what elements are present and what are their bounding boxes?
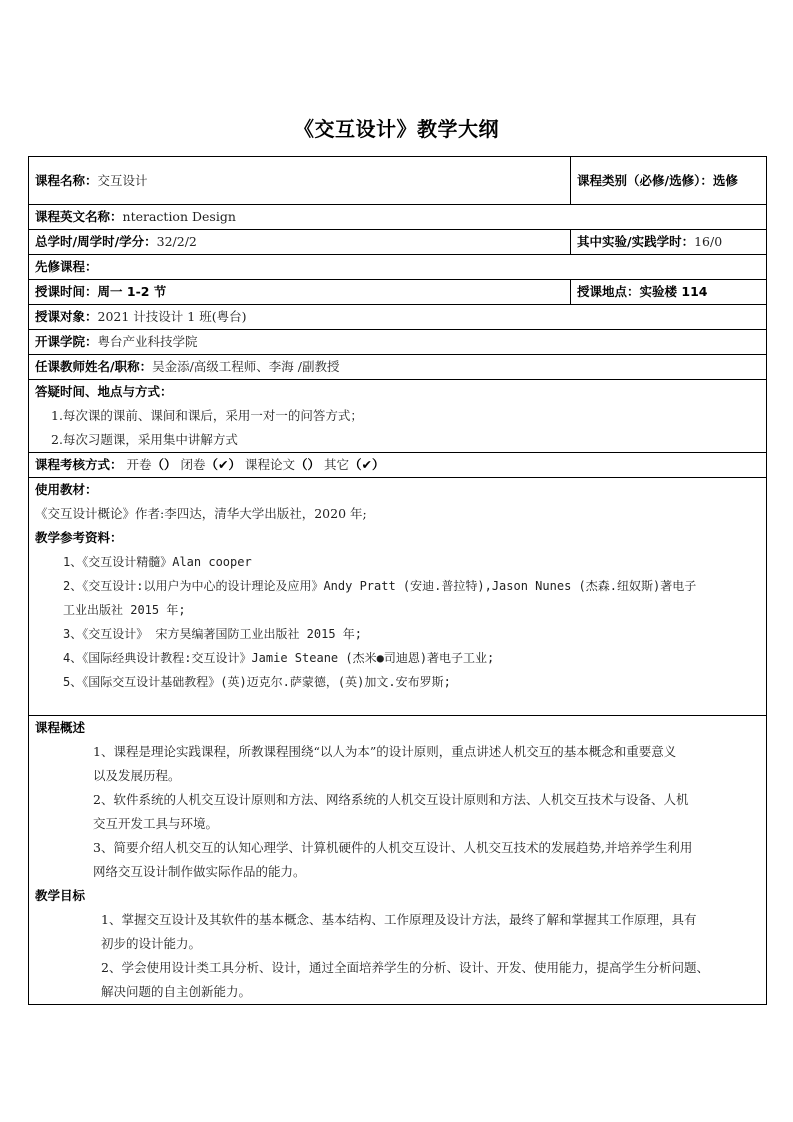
teachers-label: 任课教师姓名/职称： <box>35 359 153 374</box>
overview-item: 2、软件系统的人机交互设计原则和方法、网络系统的人机交互设计原则和方法、人机交互技术与设备、人机 <box>93 792 689 807</box>
lab-hours-label: 其中实验/实践学时： <box>577 234 695 249</box>
teachers-value: 吴金添/高级工程师、李海 /副教授 <box>152 359 340 374</box>
location-label: 授课地点： <box>577 284 640 299</box>
syllabus-table <box>28 156 767 1005</box>
college-label: 开课学院： <box>35 334 98 349</box>
textbook-label: 使用教材： <box>35 482 98 497</box>
row-english-name <box>29 205 767 230</box>
objective-item: 初步的设计能力。 <box>101 936 202 951</box>
time-value: 周一 1-2 节 <box>97 284 167 299</box>
row-prerequisites <box>29 255 767 280</box>
objective-item: 2、学会使用设计类工具分析、设计，通过全面培养学生的分析、设计、开发、使用能力，提高学生分析问题、 <box>101 960 709 975</box>
objectives-label: 教学目标 <box>35 888 86 903</box>
overview-item: 3、简要介绍人机交互的认知心理学、计算机硬件的人机交互设计、人机交互技术的发展趋势,并培养学生利用 <box>93 840 693 855</box>
course-name-label: 课程名称： <box>35 172 98 188</box>
assessment-option-closed-book: 闭卷 <box>180 457 206 472</box>
objective-item: 1、掌握交互设计及其软件的基本概念、基本结构、工作原理及设计方法，最终了解和掌握其工作原理，具有 <box>101 912 697 927</box>
college-value: 粤台产业科技学院 <box>97 334 198 349</box>
overview-item: 交互开发工具与环境。 <box>93 816 219 831</box>
assessment-option-other: 其它 <box>324 457 350 472</box>
reference-item: 1、《交互设计精髓》Alan cooper <box>63 555 252 569</box>
reference-item-continued: 工业出版社 2015 年; <box>63 603 186 617</box>
page-title: 《交互设计》教学大纲 <box>294 117 499 141</box>
assessment-option-open-book: 开卷 <box>126 457 152 472</box>
row-overview-objectives <box>29 716 767 1005</box>
row-materials <box>29 478 767 716</box>
textbook-value: 《交互设计概论》作者:李四达，清华大学出版社，2020 年; <box>35 506 367 521</box>
lab-hours-value: 16/0 <box>694 234 723 249</box>
course-name-cell <box>29 157 571 205</box>
row-time-location <box>29 280 767 305</box>
audience-value: 2021 计技设计 1 班(粤台) <box>97 309 247 324</box>
overview-label: 课程概述 <box>35 720 86 735</box>
course-name-value: 交互设计 <box>97 172 148 188</box>
english-name-value: nteraction Design <box>122 209 236 224</box>
checkbox-mark: （） <box>295 457 321 472</box>
audience-label: 授课对象： <box>35 309 98 324</box>
overview-item: 以及发展历程。 <box>93 768 181 783</box>
prerequisites-label: 先修课程： <box>35 259 98 274</box>
row-assessment <box>29 453 767 478</box>
check-icon: （✔） <box>205 457 242 472</box>
checkbox-mark: （） <box>151 457 177 472</box>
qa-item: 1.每次课的课前、课间和课后，采用一对一的问答方式； <box>51 408 363 423</box>
course-category-label: 课程类别（必修/选修）：选修 <box>577 172 738 188</box>
row-course-name <box>29 157 767 205</box>
row-college <box>29 330 767 355</box>
assessment-option-paper: 课程论文 <box>245 457 296 472</box>
overview-item: 1、课程是理论实践课程，所教课程围绕“以人为本”的设计原则，重点讲述人机交互的基本概念和重要意义 <box>93 744 677 759</box>
overview-item: 网络交互设计制作做实际作品的能力。 <box>93 864 306 879</box>
row-qa <box>29 380 767 453</box>
reference-item: 3、《交互设计》 宋方昊编著国防工业出版社 2015 年; <box>63 627 363 641</box>
hours-label: 总学时/周学时/学分： <box>35 234 157 249</box>
row-hours <box>29 230 767 255</box>
course-category-cell <box>571 157 767 205</box>
reference-item: 5、《国际交互设计基础教程》(英)迈克尔.萨蒙德，(英)加文.安布罗斯; <box>63 675 451 689</box>
hours-value: 32/2/2 <box>156 234 197 249</box>
qa-item: 2.每次习题课，采用集中讲解方式 <box>51 432 238 447</box>
assessment-label: 课程考核方式： <box>35 457 123 472</box>
time-label: 授课时间： <box>35 284 98 299</box>
row-audience <box>29 305 767 330</box>
english-name-label: 课程英文名称： <box>35 209 123 224</box>
reference-item: 2、《交互设计:以用户为中心的设计理论及应用》Andy Pratt (安迪.普拉特),Jason Nunes (杰森.纽奴斯)著电子 <box>63 579 697 593</box>
references-label: 教学参考资料： <box>35 530 123 545</box>
location-value: 实验楼 114 <box>639 284 708 299</box>
check-icon: （✔） <box>349 457 385 472</box>
qa-label: 答疑时间、地点与方式： <box>35 384 173 399</box>
row-teachers <box>29 355 767 380</box>
objective-item: 解决问题的自主创新能力。 <box>101 984 252 999</box>
reference-item: 4、《国际经典设计教程:交互设计》Jamie Steane (杰米●司迪恩)著电子工业; <box>63 651 495 665</box>
